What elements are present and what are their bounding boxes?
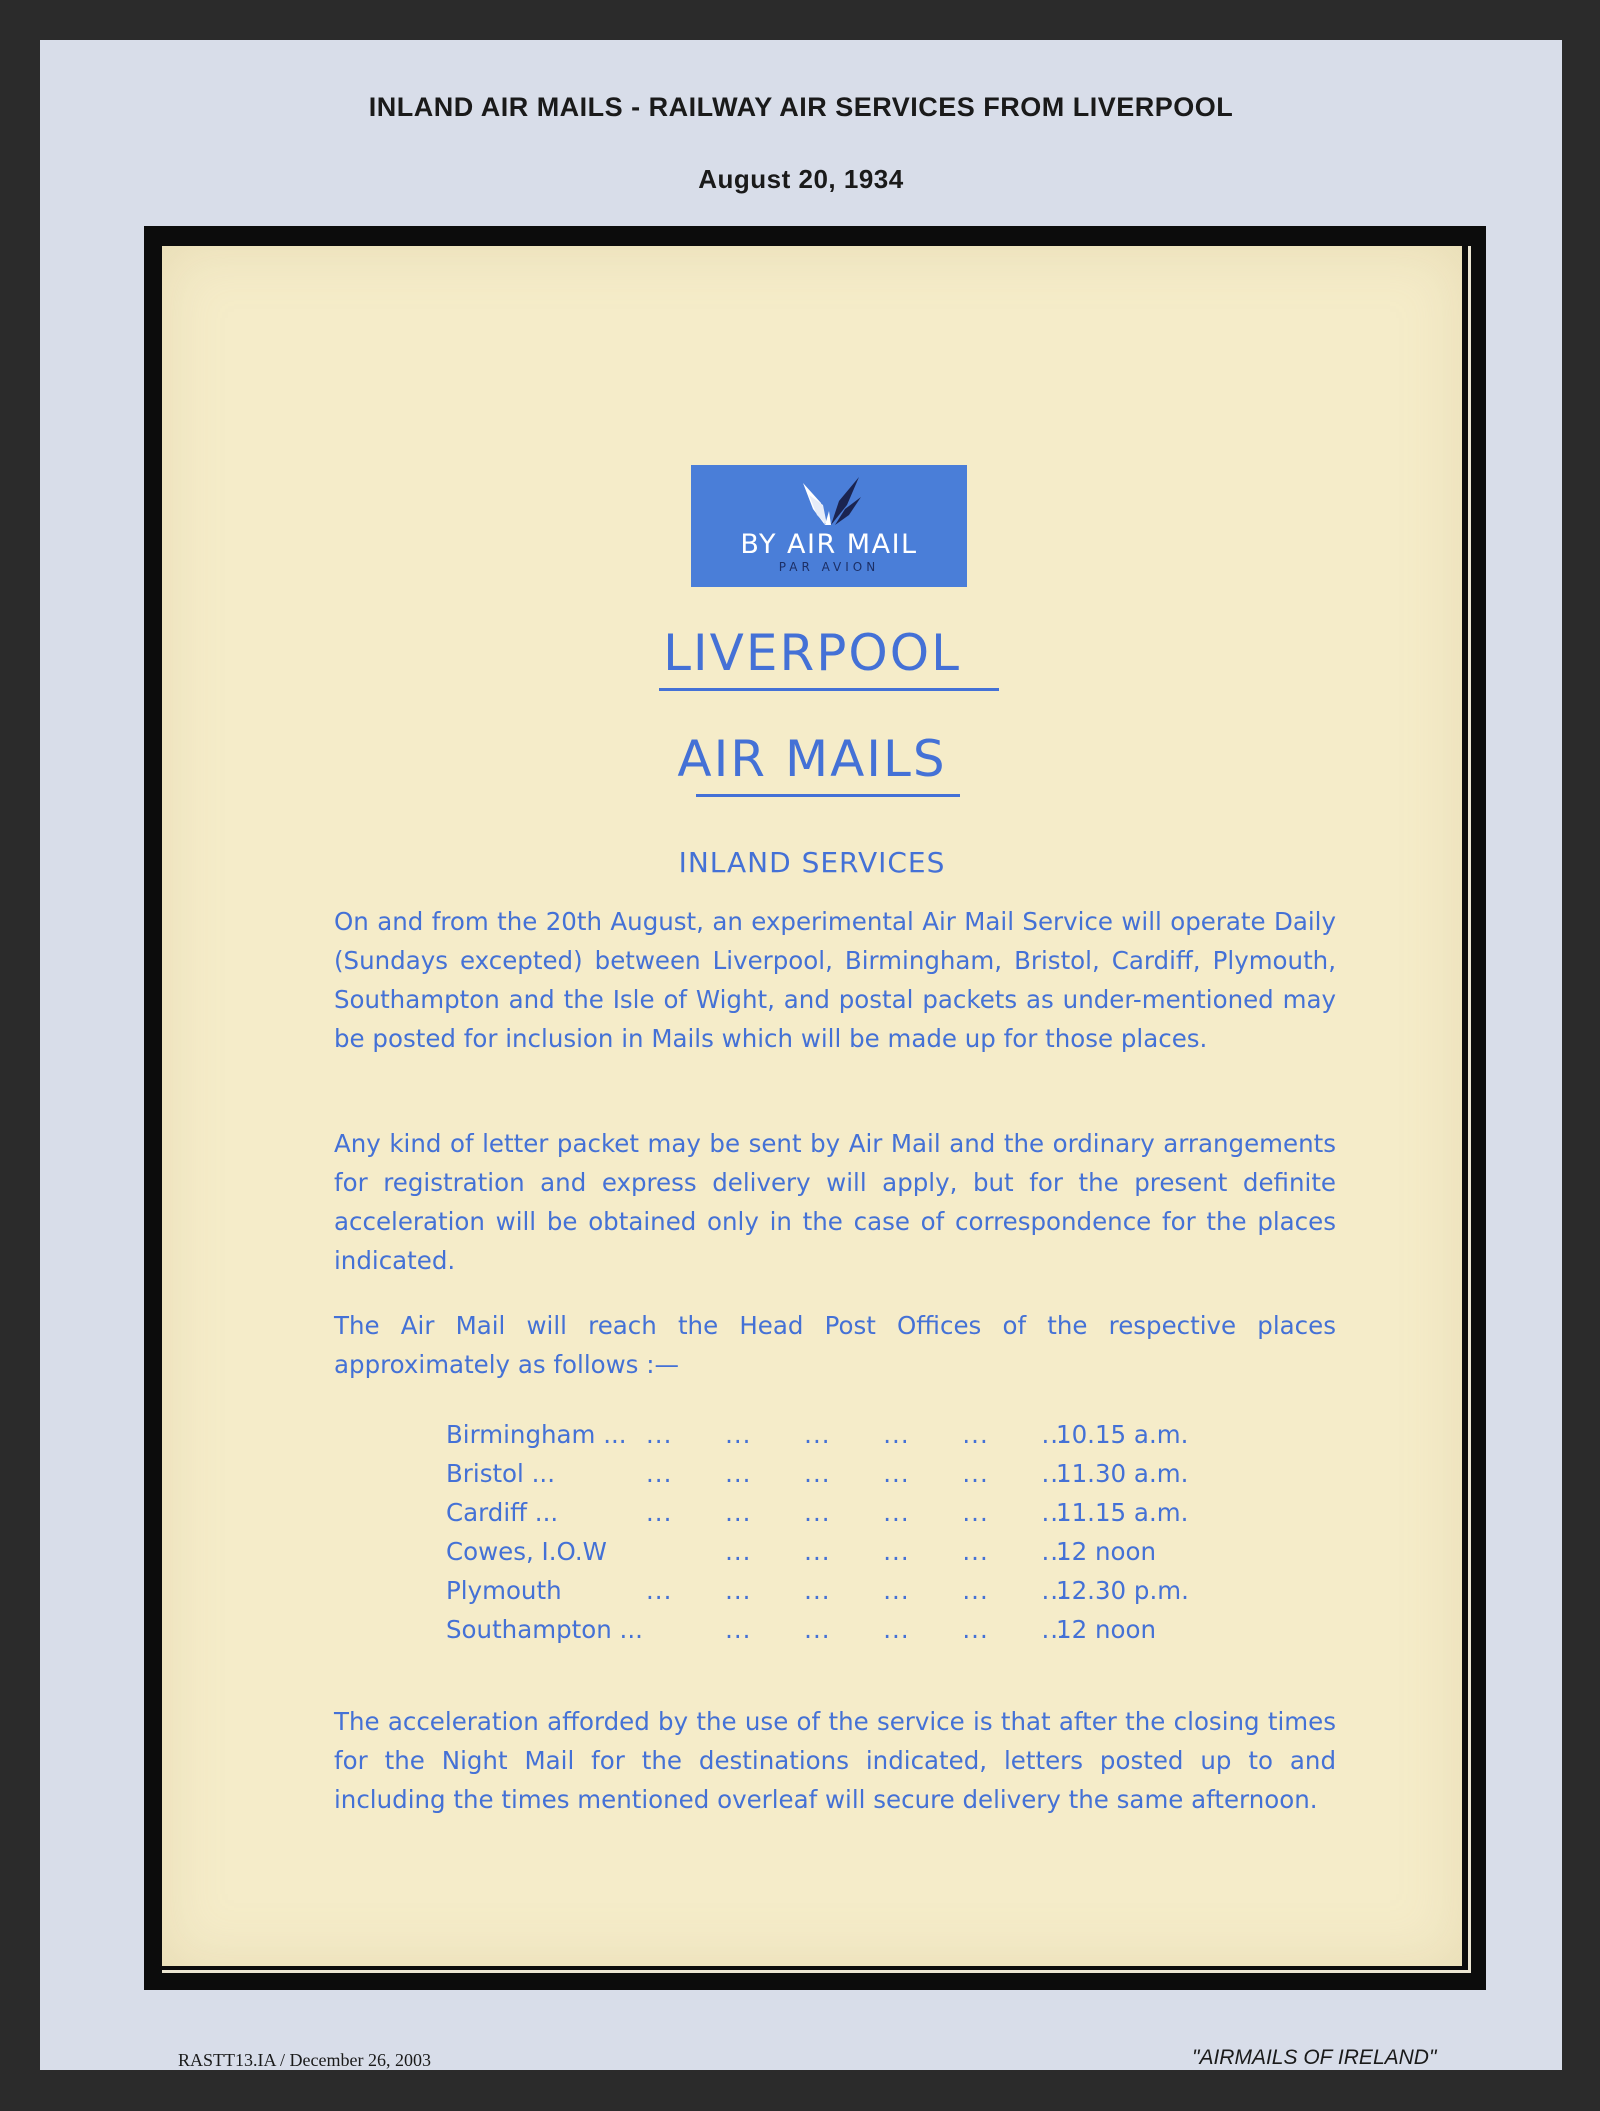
schedule-row <box>446 1532 1156 1571</box>
title-underline-1 <box>659 688 999 691</box>
schedule-row <box>446 1493 1189 1532</box>
airmail-label-text: BY AIR MAIL <box>740 529 918 560</box>
title-liverpool: LIVERPOOL <box>663 624 961 682</box>
title-air-mails: AIR MAILS <box>677 730 947 788</box>
schedule-place: Cowes, I.O.W <box>446 1537 607 1566</box>
black-mount <box>144 226 1486 1990</box>
schedule-time: 12 noon <box>1056 1537 1156 1566</box>
par-avion-text: PAR AVION <box>778 560 880 574</box>
album-page <box>40 40 1562 2070</box>
schedule-leader-dots: ... ... ... ... ... ... <box>646 1576 1068 1605</box>
page-reference: RASTT13.IA / December 26, 2003 <box>178 2050 431 2070</box>
schedule-leader-dots: ... ... ... ... ... ... <box>646 1459 1068 1488</box>
winged-emblem-icon <box>795 475 863 529</box>
schedule-row <box>446 1610 1156 1649</box>
schedule-place: Cardiff ... <box>446 1498 559 1527</box>
schedule-place: Southampton ... <box>446 1615 643 1644</box>
paragraph-service-intro: On and from the 20th August, an experimental Air Mail Service will operate Daily (Sundays excepted) between Liverpool, Birmingham, Bristol, Cardiff, Plymouth, Southampton and the Isle of Wight, and postal packets as under-mentioned may be posted for inclusion in Mails which will be made up for those places. <box>334 907 1336 1053</box>
subtitle-inland-services: INLAND SERVICES <box>678 846 946 879</box>
schedule-leader-dots: ... ... ... ... ... ... <box>646 1498 1068 1527</box>
paragraph-acceleration: The acceleration afforded by the use of the service is that after the closing times for the Night Mail for the destinations indicated, letters posted up to and including the times mentioned overleaf will secure delivery the same afternoon. <box>334 1707 1336 1814</box>
schedule-leader-dots: ... ... ... ... ... ... <box>646 1420 1068 1449</box>
title-underline-2 <box>696 794 960 797</box>
paragraph-letter-packets: Any kind of letter packet may be sent by Air Mail and the ordinary arrangements for registration and express delivery will apply, but for the present definite acceleration will be obtained only in the case of correspondence for the places indicated. <box>334 1129 1336 1275</box>
schedule-time: 11.30 a.m. <box>1056 1459 1189 1488</box>
schedule-time: 10.15 a.m. <box>1056 1420 1189 1449</box>
leaflet-sheet <box>162 246 1462 1966</box>
page-title: INLAND AIR MAILS - RAILWAY AIR SERVICES FROM LIVERPOOL <box>368 92 1234 122</box>
schedule-time: 11.15 a.m. <box>1056 1498 1189 1527</box>
schedule-row <box>446 1571 1189 1610</box>
schedule-time: 12 noon <box>1056 1615 1156 1644</box>
collection-name: "AIRMAILS OF IRELAND" <box>1192 2046 1437 2069</box>
schedule-row <box>446 1415 1189 1454</box>
airmail-label <box>691 465 967 587</box>
paragraph-arrival-intro: The Air Mail will reach the Head Post Offices of the respective places approximately as follows :— <box>334 1311 1336 1379</box>
page-date: August 20, 1934 <box>698 164 904 194</box>
schedule-place: Bristol ... <box>446 1459 556 1488</box>
schedule-place: Birmingham ... <box>446 1420 627 1449</box>
arrival-schedule <box>446 1415 1189 1649</box>
schedule-row <box>446 1454 1189 1493</box>
schedule-leader-dots: ... ... ... ... ... <box>646 1537 1068 1566</box>
schedule-leader-dots: ... ... ... ... ... <box>646 1615 1068 1644</box>
schedule-place: Plymouth <box>446 1576 562 1605</box>
schedule-time: 12.30 p.m. <box>1056 1576 1189 1605</box>
